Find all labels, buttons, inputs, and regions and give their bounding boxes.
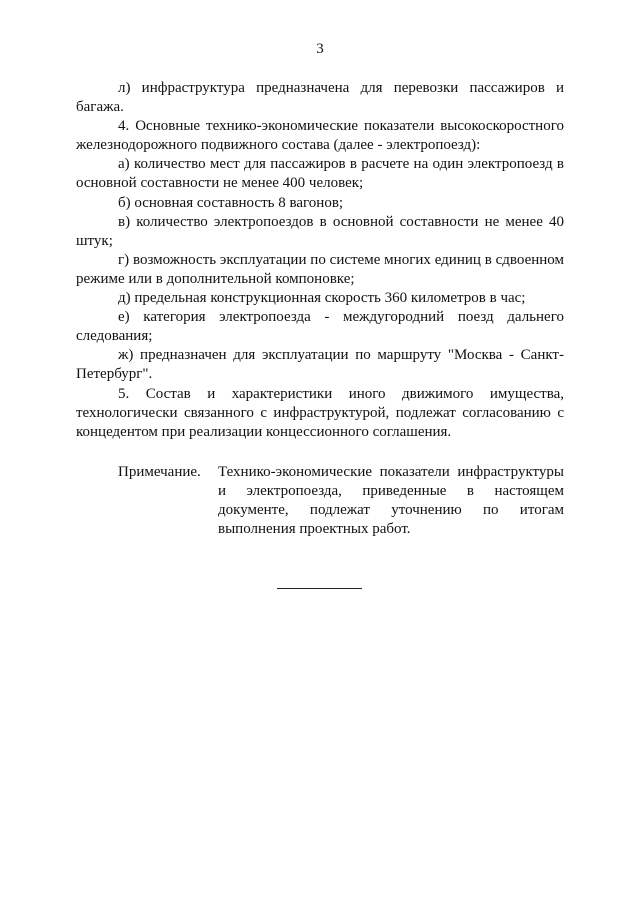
note-text: Технико-экономические показатели инфраструктуры и электропоезда, приведенные в настоящем документе, подлежат уточнению по итогам выполнения проектных работ. — [218, 464, 564, 538]
paragraph-multiple-unit-operation: г) возможность эксплуатации по системе многих единиц в сдвоенном режиме или в дополнительной компоновке; — [76, 251, 564, 287]
paragraph-train-quantity: в) количество электропоездов в основной составности не менее 40 штук; — [76, 213, 564, 249]
paragraph-car-count: б) основная составность 8 вагонов; — [118, 194, 344, 211]
note-label: Примечание. — [118, 464, 201, 480]
paragraph-seat-count: а) количество мест для пассажиров в расчете на один электропоезд в основной составности не менее 400 человек; — [76, 156, 564, 192]
paragraph-train-indicators-heading: 4. Основные технико-экономические показатели высокоскоростного железнодорожного подвижного состава (далее - электропоезд): — [76, 118, 564, 154]
paragraph-route: ж) предназначен для эксплуатации по маршруту "Москва - Санкт-Петербург". — [76, 347, 564, 383]
end-of-document-rule — [277, 588, 362, 589]
paragraph-movable-property: 5. Состав и характеристики иного движимого имущества, технологически связанного с инфраструктурой, подлежат согласованию с концедентом при реализации концессионного соглашения. — [76, 385, 564, 440]
page-number: 3 — [316, 41, 324, 57]
document-body — [76, 79, 564, 442]
paragraph-max-speed: д) предельная конструкционная скорость 360 километров в час; — [118, 290, 526, 307]
paragraph-train-category: е) категория электропоезда - междугородний поезд дальнего следования; — [76, 309, 564, 345]
paragraph-infrastructure-purpose: л) инфраструктура предназначена для перевозки пассажиров и багажа. — [76, 80, 564, 116]
